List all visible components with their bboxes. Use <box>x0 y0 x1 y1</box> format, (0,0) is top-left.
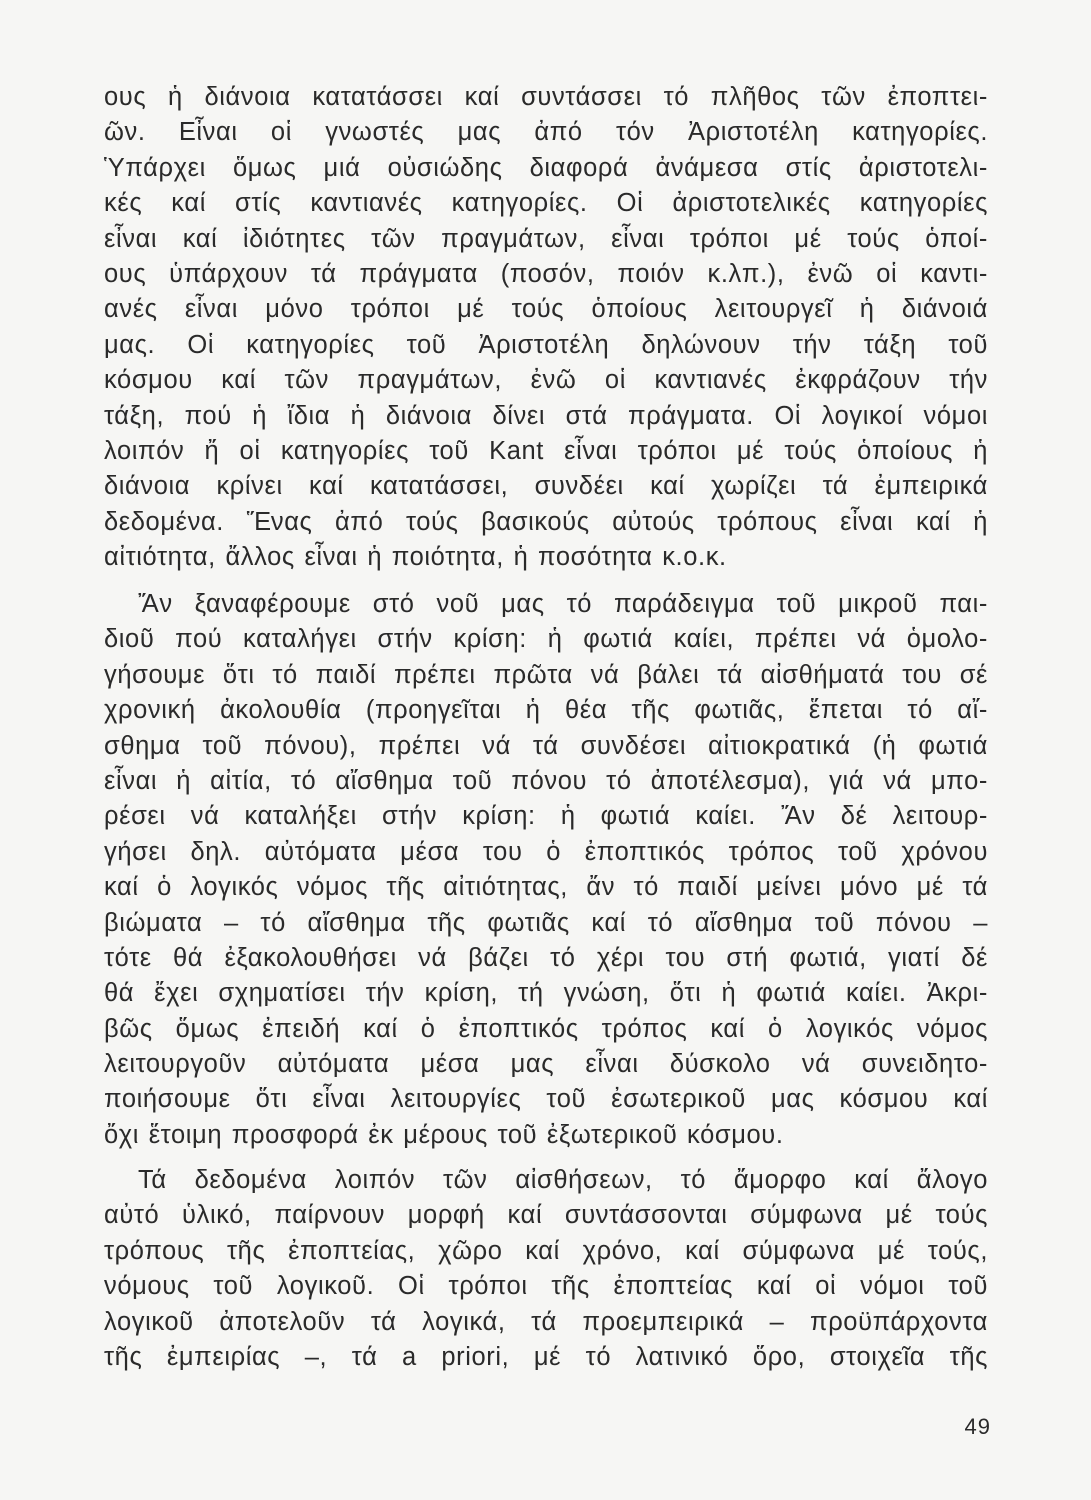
text-line: αὐτό ὑλικό, παίρνουν μορφή καί συντάσσονται σύμφωνα μέ τούς <box>104 1201 988 1230</box>
text-line: ὄχι ἕτοιμη προσφορά ἐκ μέρους τοῦ ἐξωτερικοῦ κόσμου. <box>104 1120 784 1149</box>
text-line: ποιήσουμε ὅτι εἶναι λειτουργίες τοῦ ἐσωτερικοῦ μας κόσμου καί <box>104 1085 988 1114</box>
text-line: βιώματα – τό αἴσθημα τῆς φωτιᾶς καί τό αἴσθημα τοῦ πόνου – <box>104 908 988 937</box>
text-line: γήσει δηλ. αὐτόματα μέσα του ὁ ἐποπτικός τρόπος τοῦ χρόνου <box>104 837 988 866</box>
text-line: σθημα τοῦ πόνου), πρέπει νά τά συνδέσει αἰτιοκρατικά (ἡ φωτιά <box>104 731 988 760</box>
paragraph-3 <box>104 1163 988 1375</box>
text-line: αἰτιότητα, ἄλλος εἶναι ἡ ποιότητα, ἡ ποσότητα κ.ο.κ. <box>104 543 727 572</box>
text-line: διάνοια κρίνει καί κατατάσσει, συνδέει καί χωρίζει τά ἐμπειρικά <box>104 472 988 501</box>
text-line: Τά δεδομένα λοιπόν τῶν αἰσθήσεων, τό ἄμορφο καί ἄλογο <box>138 1166 988 1194</box>
text-line: δεδομένα. Ἕνας ἀπό τούς βασικούς αὐτούς τρόπους εἶναι καί ἡ <box>104 507 988 536</box>
text-line: τότε θά ἐξακολουθήσει νά βάζει τό χέρι του στή φωτιά, γιατί δέ <box>104 943 988 972</box>
page-number: 49 <box>964 1414 991 1439</box>
text-line: βῶς ὅμως ἐπειδή καί ὁ ἐποπτικός τρόπος καί ὁ λογικός νόμος <box>104 1014 988 1043</box>
text-line: εἶναι καί ἰδιότητες τῶν πραγμάτων, εἶναι τρόποι μέ τούς ὁποί- <box>104 224 988 253</box>
text-line: νόμους τοῦ λογικοῦ. Οἱ τρόποι τῆς ἐποπτείας καί οἱ νόμοι τοῦ <box>104 1272 988 1301</box>
text-line: ους ἡ διάνοια κατατάσσει καί συντάσσει τό πλῆθος τῶν ἐποπτει- <box>104 83 988 111</box>
text-line: λοιπόν ἤ οἱ κατηγορίες τοῦ Kant εἶναι τρόποι μέ τούς ὁποίους ἡ <box>104 436 988 465</box>
text-line: τῆς ἐμπειρίας –, τά a priori, μέ τό λατινικό ὅρο, στοιχεῖα τῆς <box>104 1342 988 1371</box>
text-line: λογικοῦ ἀποτελοῦν τά λογικά, τά προεμπειρικά – προϋπάρχοντα <box>104 1307 988 1336</box>
text-line: θά ἔχει σχηματίσει τήν κρίση, τή γνώση, ὅτι ἡ φωτιά καίει. Ἀκρι- <box>104 979 988 1008</box>
text-line: ανές εἶναι μόνο τρόποι μέ τούς ὁποίους λειτουργεῖ ἡ διάνοιά <box>104 295 988 324</box>
paragraph-1 <box>104 80 988 575</box>
text-line: μας. Οἱ κατηγορίες τοῦ Ἀριστοτέλη δηλώνουν τήν τάξη τοῦ <box>104 330 988 359</box>
text-line: τρόπους τῆς ἐποπτείας, χῶρο καί χρόνο, καί σύμφωνα μέ τούς, <box>104 1236 988 1265</box>
text-line: κόσμου καί τῶν πραγμάτων, ἐνῶ οἱ καντιανές ἐκφράζουν τήν <box>104 366 988 395</box>
text-line: ρέσει νά καταλήξει στήν κρίση: ἡ φωτιά καίει. Ἄν δέ λειτουρ- <box>104 802 988 831</box>
text-line: Ὑπάρχει ὅμως μιά οὐσιώδης διαφορά ἀνάμεσα στίς ἀριστοτελι- <box>104 153 988 182</box>
text-line: Ἄν ξαναφέρουμε στό νοῦ μας τό παράδειγμα τοῦ μικροῦ παι- <box>138 590 988 618</box>
text-line: τάξη, πού ἡ ἴδια ἡ διάνοια δίνει στά πράγματα. Οἱ λογικοί νόμοι <box>104 401 988 430</box>
text-line: χρονική ἀκολουθία (προηγεῖται ἡ θέα τῆς φωτιᾶς, ἕπεται τό αἴ- <box>104 696 988 725</box>
text-line: γήσουμε ὅτι τό παιδί πρέπει πρῶτα νά βάλει τά αἰσθήματά του σέ <box>104 660 988 689</box>
text-line: λειτουργοῦν αὐτόματα μέσα μας εἶναι δύσκολο νά συνειδητο- <box>104 1050 988 1079</box>
paragraph-2 <box>104 587 988 1153</box>
text-line: διοῦ πού καταλήγει στήν κρίση: ἡ φωτιά καίει, πρέπει νά ὁμολο- <box>104 625 988 654</box>
text-line: εἶναι ἡ αἰτία, τό αἴσθημα τοῦ πόνου τό ἀποτέλεσμα), γιά νά μπο- <box>104 766 988 795</box>
text-line: ῶν. Εἶναι οἱ γνωστές μας ἀπό τόν Ἀριστοτέλη κατηγορίες. <box>104 118 988 147</box>
text-line: κές καί στίς καντιανές κατηγορίες. Οἱ ἀριστοτελικές κατηγορίες <box>104 189 988 218</box>
text-line: καί ὁ λογικός νόμος τῆς αἰτιότητας, ἄν τό παιδί μείνει μόνο μέ τά <box>104 873 988 902</box>
text-line: ους ὑπάρχουν τά πράγματα (ποσόν, ποιόν κ.λπ.), ἐνῶ οἱ καντι- <box>104 259 988 288</box>
